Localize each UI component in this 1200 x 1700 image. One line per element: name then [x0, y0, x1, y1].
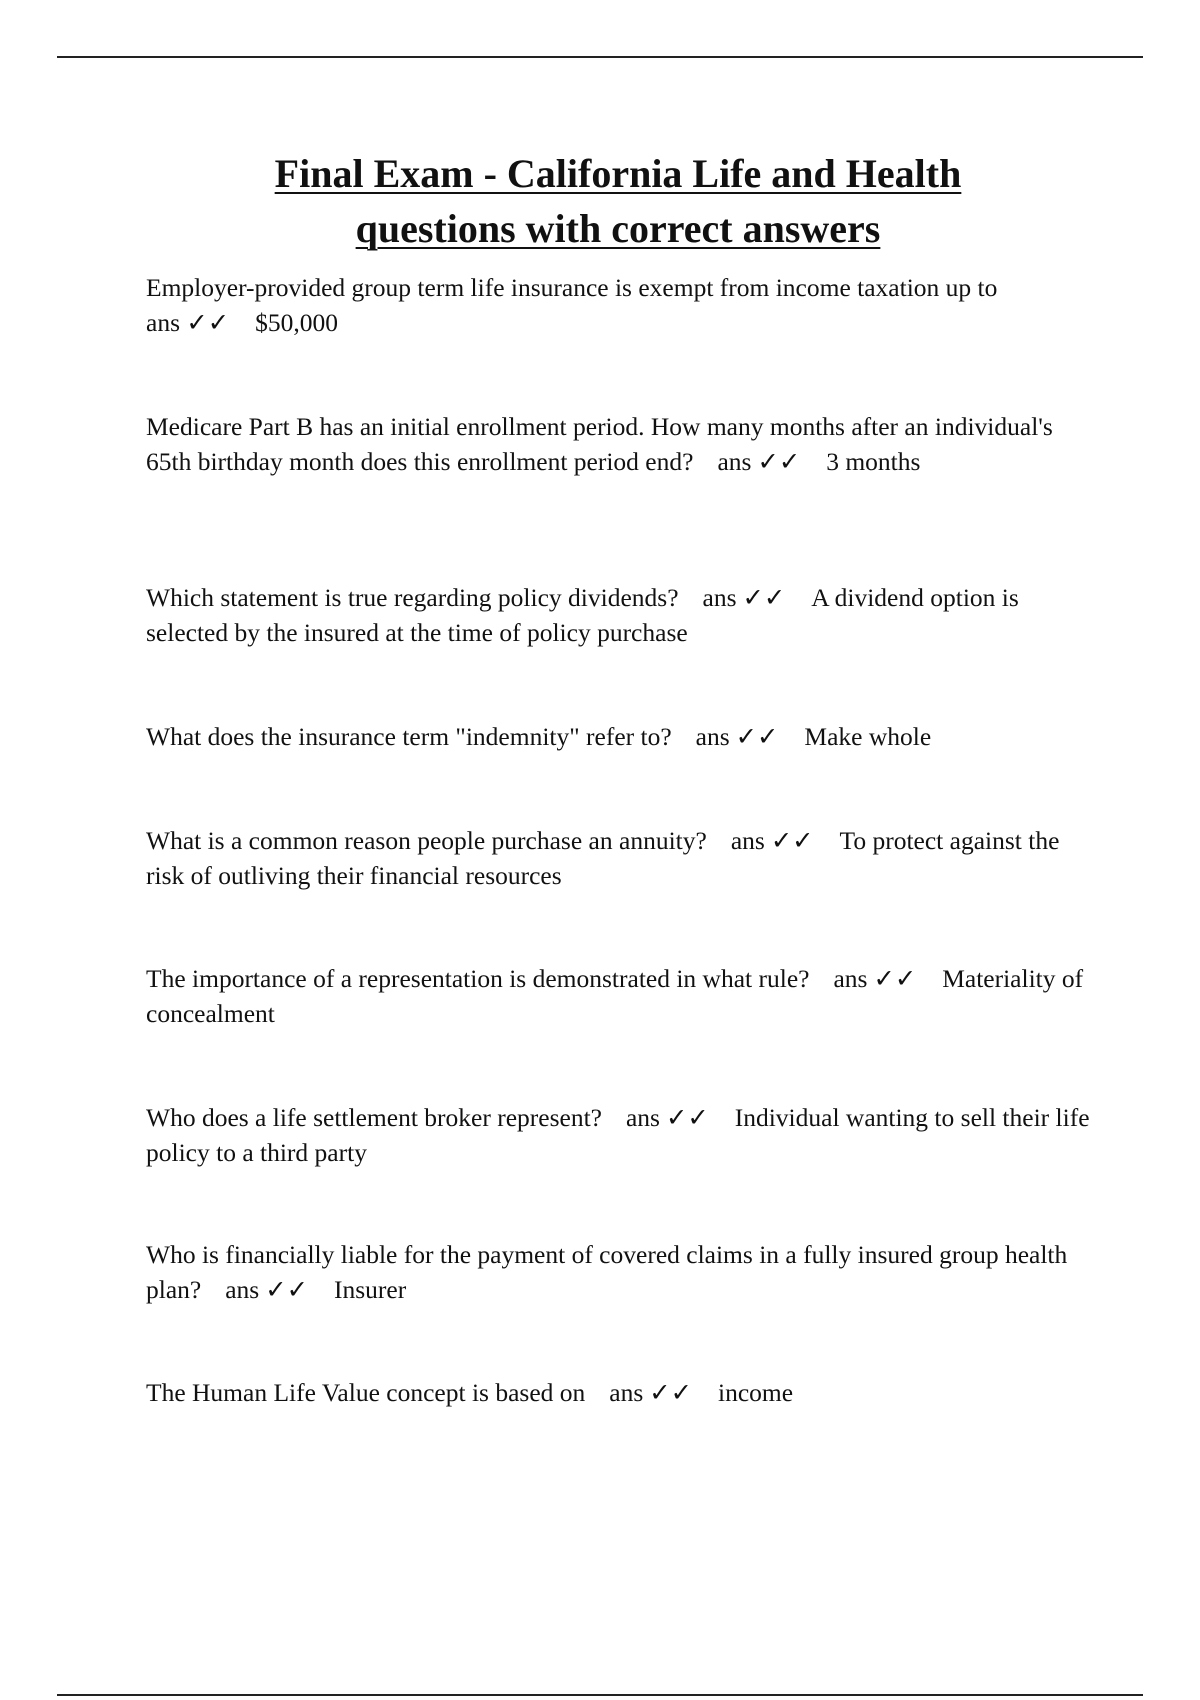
answer-marker: ans [225, 1275, 260, 1304]
qa-item-9 [146, 1375, 1096, 1410]
qa-item-3 [146, 580, 1096, 650]
question-text: What does the insurance term "indemnity" refer to? [146, 722, 672, 751]
qa-item-4 [146, 719, 1096, 754]
answer-text: Materiality of concealment [146, 964, 1084, 1028]
answer-marker: ans [609, 1378, 644, 1407]
title-line-2: questions with correct answers [355, 206, 881, 251]
answer-marker: ans [625, 1103, 660, 1132]
question-text: Which statement is true regarding policy dividends? [146, 583, 679, 612]
answer-marker: ans [833, 964, 868, 993]
qa-item-8 [146, 1237, 1096, 1307]
qa-item-6 [146, 961, 1096, 1031]
check-mark-icon: ✓✓ [735, 722, 779, 751]
answer-text: 3 months [826, 447, 921, 476]
qa-item-2 [146, 409, 1096, 479]
answer-text: $50,000 [255, 308, 338, 337]
question-text: The Human Life Value concept is based on [146, 1378, 586, 1407]
check-mark-icon: ✓✓ [742, 583, 786, 612]
answer-text: A dividend option is selected by the insured at the time of policy purchase [146, 583, 1019, 647]
bottom-rule [57, 1694, 1143, 1696]
question-text: The importance of a representation is demonstrated in what rule? [146, 964, 810, 993]
answer-marker: ans [702, 583, 737, 612]
check-mark-icon: ✓✓ [649, 1378, 692, 1407]
qa-item-1 [146, 270, 1096, 340]
answer-marker: ans [146, 308, 180, 337]
answer-marker: ans [717, 447, 752, 476]
check-mark-icon: ✓✓ [873, 964, 917, 993]
answer-text: Make whole [804, 722, 932, 751]
document-title [0, 146, 1200, 256]
check-mark-icon: ✓✓ [757, 447, 801, 476]
check-mark-icon: ✓✓ [665, 1103, 709, 1132]
question-text: Medicare Part B has an initial enrollment period. How many months after an individual's 65th birthday month does this enrollment period end? [146, 412, 1053, 476]
answer-marker: ans [730, 826, 765, 855]
question-text: Employer-provided group term life insurance is exempt from income taxation up to [146, 273, 998, 302]
qa-item-7 [146, 1100, 1096, 1170]
qa-item-5 [146, 823, 1096, 893]
question-text: What is a common reason people purchase an annuity? [146, 826, 707, 855]
top-rule [57, 56, 1143, 58]
answer-text: Insurer [333, 1275, 407, 1304]
answer-marker: ans [695, 722, 730, 751]
answer-text: Individual wanting to sell their life policy to a third party [146, 1103, 1090, 1167]
answer-text: income [718, 1378, 794, 1407]
title-line-1: Final Exam - California Life and Health [274, 151, 962, 196]
check-mark-icon: ✓✓ [770, 826, 814, 855]
answer-text: To protect against the risk of outliving their financial resources [146, 826, 1060, 890]
question-text: Who does a life settlement broker represent? [146, 1103, 602, 1132]
check-mark-icon: ✓✓ [186, 308, 230, 337]
check-mark-icon: ✓✓ [265, 1275, 308, 1304]
question-text: Who is financially liable for the payment of covered claims in a fully insured group health plan? [146, 1240, 1068, 1304]
